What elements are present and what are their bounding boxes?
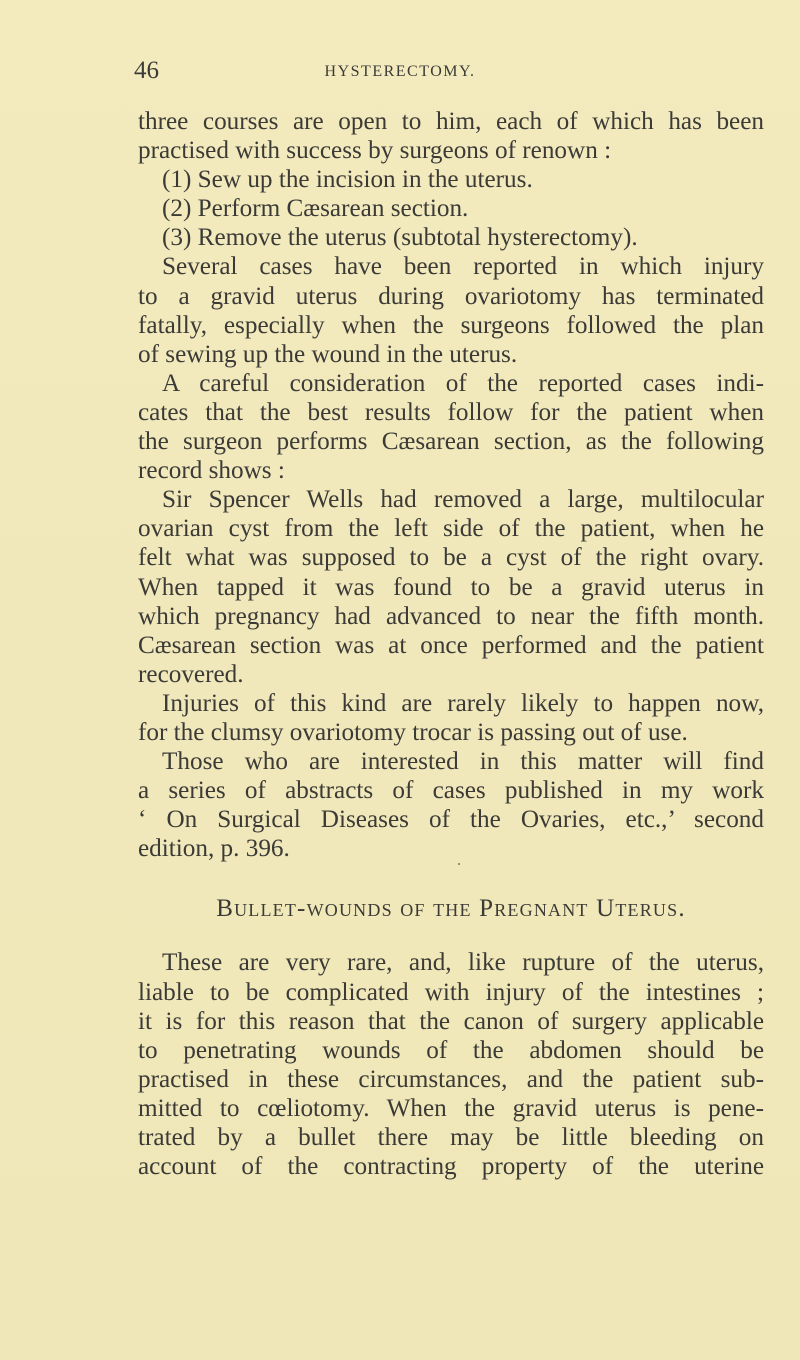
text-line: cates that the best results follow for the patient when: [138, 398, 764, 426]
text-line: which pregnancy had advanced to near the fifth month.: [138, 602, 764, 630]
paragraph-spencer-wells: [138, 485, 764, 689]
text-line: When tapped it was found to be a gravid uterus in: [138, 573, 764, 601]
text-line: mitted to cœliotomy. When the gravid uterus is pene-: [138, 1094, 764, 1122]
text-line: practised with success by surgeons of renown :: [138, 137, 612, 165]
list-item: (3) Remove the uterus (subtotal hysterectomy).: [162, 224, 638, 252]
text-line: fatally, especially when the surgeons followed the plan: [138, 311, 764, 339]
text-line: trated by a bullet there may be little bleeding on: [138, 1124, 764, 1151]
text-line: it is for this reason that the canon of surgery applicable: [138, 1007, 764, 1035]
text-line: to a gravid uterus during ovariotomy has terminated: [138, 282, 764, 310]
paragraph-bullet-wounds: [138, 948, 764, 1181]
text-line: of sewing up the wound in the uterus.: [138, 340, 518, 368]
text-line: felt what was supposed to be a cyst of the right ovary.: [138, 544, 764, 572]
text-line: practised in these circumstances, and the patient sub-: [138, 1065, 764, 1093]
list-item: (2) Perform Cæsarean section.: [162, 195, 469, 223]
text-line: recovered.: [138, 660, 244, 688]
list-item: (1) Sew up the incision in the uterus.: [162, 166, 533, 194]
text-line: three courses are open to him, each of which has been: [138, 108, 764, 135]
text-line: ‘ On Surgical Diseases of the Ovaries, etc.,’ second: [138, 806, 764, 834]
paragraph-injuries: [138, 689, 764, 747]
text-line: Injuries of this kind are rarely likely to happen now,: [162, 689, 764, 717]
text-line: a series of abstracts of cases published in my work: [138, 777, 764, 805]
text-line: to penetrating wounds of the abdomen should be: [138, 1036, 764, 1064]
body-text: [138, 107, 764, 1181]
text-line: record shows :: [138, 457, 285, 485]
paragraph-several-cases: [138, 252, 764, 368]
text-line: ovarian cyst from the left side of the patient, when he: [138, 515, 764, 543]
text-line: liable to be complicated with injury of the intestines ;: [138, 978, 764, 1006]
numbered-options-list: [138, 165, 764, 252]
page-header: [0, 56, 800, 86]
paragraph-careful-consideration: [138, 369, 764, 485]
ink-speck: [458, 863, 460, 865]
section-heading: Bullet-wounds of the Pregnant Uterus.: [216, 895, 686, 923]
section-heading-block: [138, 863, 764, 948]
text-line: Several cases have been reported in which injury: [162, 253, 764, 281]
paragraph-intro: [138, 107, 764, 165]
text-line: the surgeon performs Cæsarean section, as the following: [138, 428, 764, 456]
text-line: Sir Spencer Wells had removed a large, multilocular: [162, 486, 764, 514]
text-line: Those who are interested in this matter will find: [162, 748, 764, 776]
text-line: Cæsarean section was at once performed and the patient: [138, 631, 764, 659]
text-line: These are very rare, and, like rupture of the uterus,: [162, 949, 764, 977]
text-line: A careful consideration of the reported cases indi-: [162, 369, 764, 397]
text-line: for the clumsy ovariotomy trocar is passing out of use.: [138, 718, 688, 746]
page-number: 46: [134, 57, 159, 84]
running-title: HYSTERECTOMY.: [324, 63, 476, 80]
text-line: edition, p. 396.: [138, 835, 290, 863]
paragraph-those-interested: [138, 747, 764, 863]
text-line: account of the contracting property of the uterine: [138, 1153, 764, 1181]
